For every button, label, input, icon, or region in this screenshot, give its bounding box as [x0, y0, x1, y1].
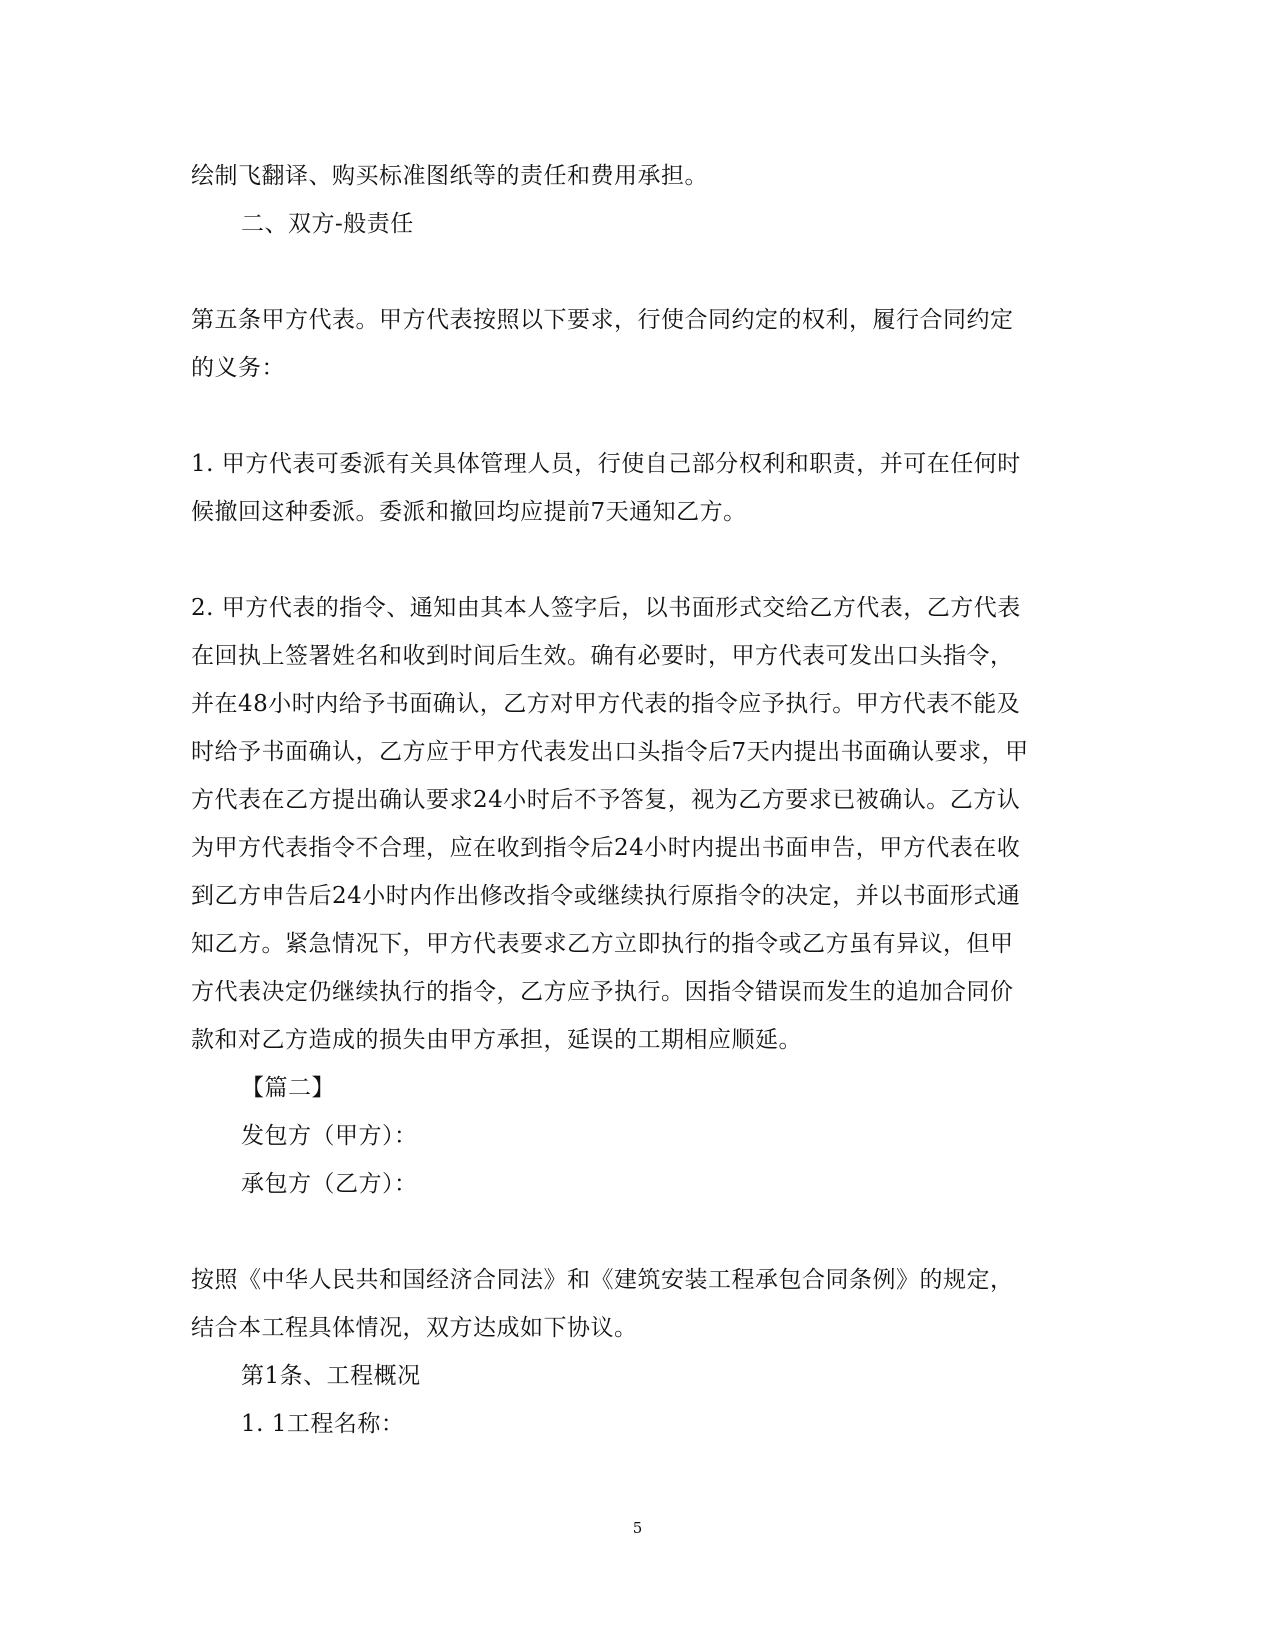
article-1-heading: 第1条、工程概况: [241, 1363, 421, 1389]
part-two-heading: 【篇二】: [241, 1075, 335, 1101]
article-5-line: 的义务：: [191, 355, 285, 381]
clause-2-line: 为甲方代表指令不合理，应在收到指令后24小时内提出书面申告，甲方代表在收: [191, 835, 1021, 861]
clause-2-line: 款和对乙方造成的损失由甲方承担，延误的工期相应顺延。: [191, 1027, 802, 1053]
party-b-label: 承包方（乙方）：: [241, 1171, 418, 1197]
clause-2-line: 并在48小时内给予书面确认，乙方对甲方代表的指令应予执行。甲方代表不能及: [191, 691, 1021, 717]
paragraph-gap: [191, 392, 1083, 440]
clause-2-line: 方代表在乙方提出确认要求24小时后不予答复，视为乙方要求已被确认。乙方认: [191, 787, 1021, 813]
page-number: 5: [632, 1519, 643, 1537]
clause-2-line: 2. 甲方代表的指令、通知由其本人签字后，以书面形式交给乙方代表，乙方代表: [191, 595, 1021, 621]
clause-1-line: 候撤回这种委派。委派和撤回均应提前7天通知乙方。: [191, 499, 747, 525]
project-name-label: 1. 1工程名称：: [241, 1411, 405, 1437]
paragraph-gap: [191, 1208, 1083, 1256]
paragraph-line: 绘制飞翻译、购买标准图纸等的责任和费用承担。: [191, 163, 708, 189]
party-a-label: 发包方（甲方）：: [241, 1123, 418, 1149]
clause-1-line: 1. 甲方代表可委派有关具体管理人员，行使自己部分权利和职责，并可在任何时: [191, 451, 1021, 477]
paragraph-gap: [191, 536, 1083, 584]
section-heading: 二、双方-般责任: [241, 211, 414, 237]
paragraph-gap: [191, 248, 1083, 296]
clause-2-line: 到乙方申告后24小时内作出修改指令或继续执行原指令的决定，并以书面形式通: [191, 883, 1021, 909]
preamble-line: 结合本工程具体情况，双方达成如下协议。: [191, 1315, 638, 1341]
document-body: [191, 152, 1083, 1448]
preamble-line: 按照《中华人民共和国经济合同法》和《建筑安装工程承包合同条例》的规定，: [191, 1267, 1014, 1293]
clause-2-line: 时给予书面确认，乙方应于甲方代表发出口头指令后7天内提出书面确认要求，甲: [191, 739, 1029, 765]
clause-2-line: 知乙方。紧急情况下，甲方代表要求乙方立即执行的指令或乙方虽有异议，但甲: [191, 931, 1014, 957]
article-5-line: 第五条甲方代表。甲方代表按照以下要求，行使合同约定的权利，履行合同约定: [191, 307, 1014, 333]
clause-2-line: 在回执上签署姓名和收到时间后生效。确有必要时，甲方代表可发出口头指令，: [191, 643, 1014, 669]
clause-2-line: 方代表决定仍继续执行的指令，乙方应予执行。因指令错误而发生的追加合同价: [191, 979, 1014, 1005]
